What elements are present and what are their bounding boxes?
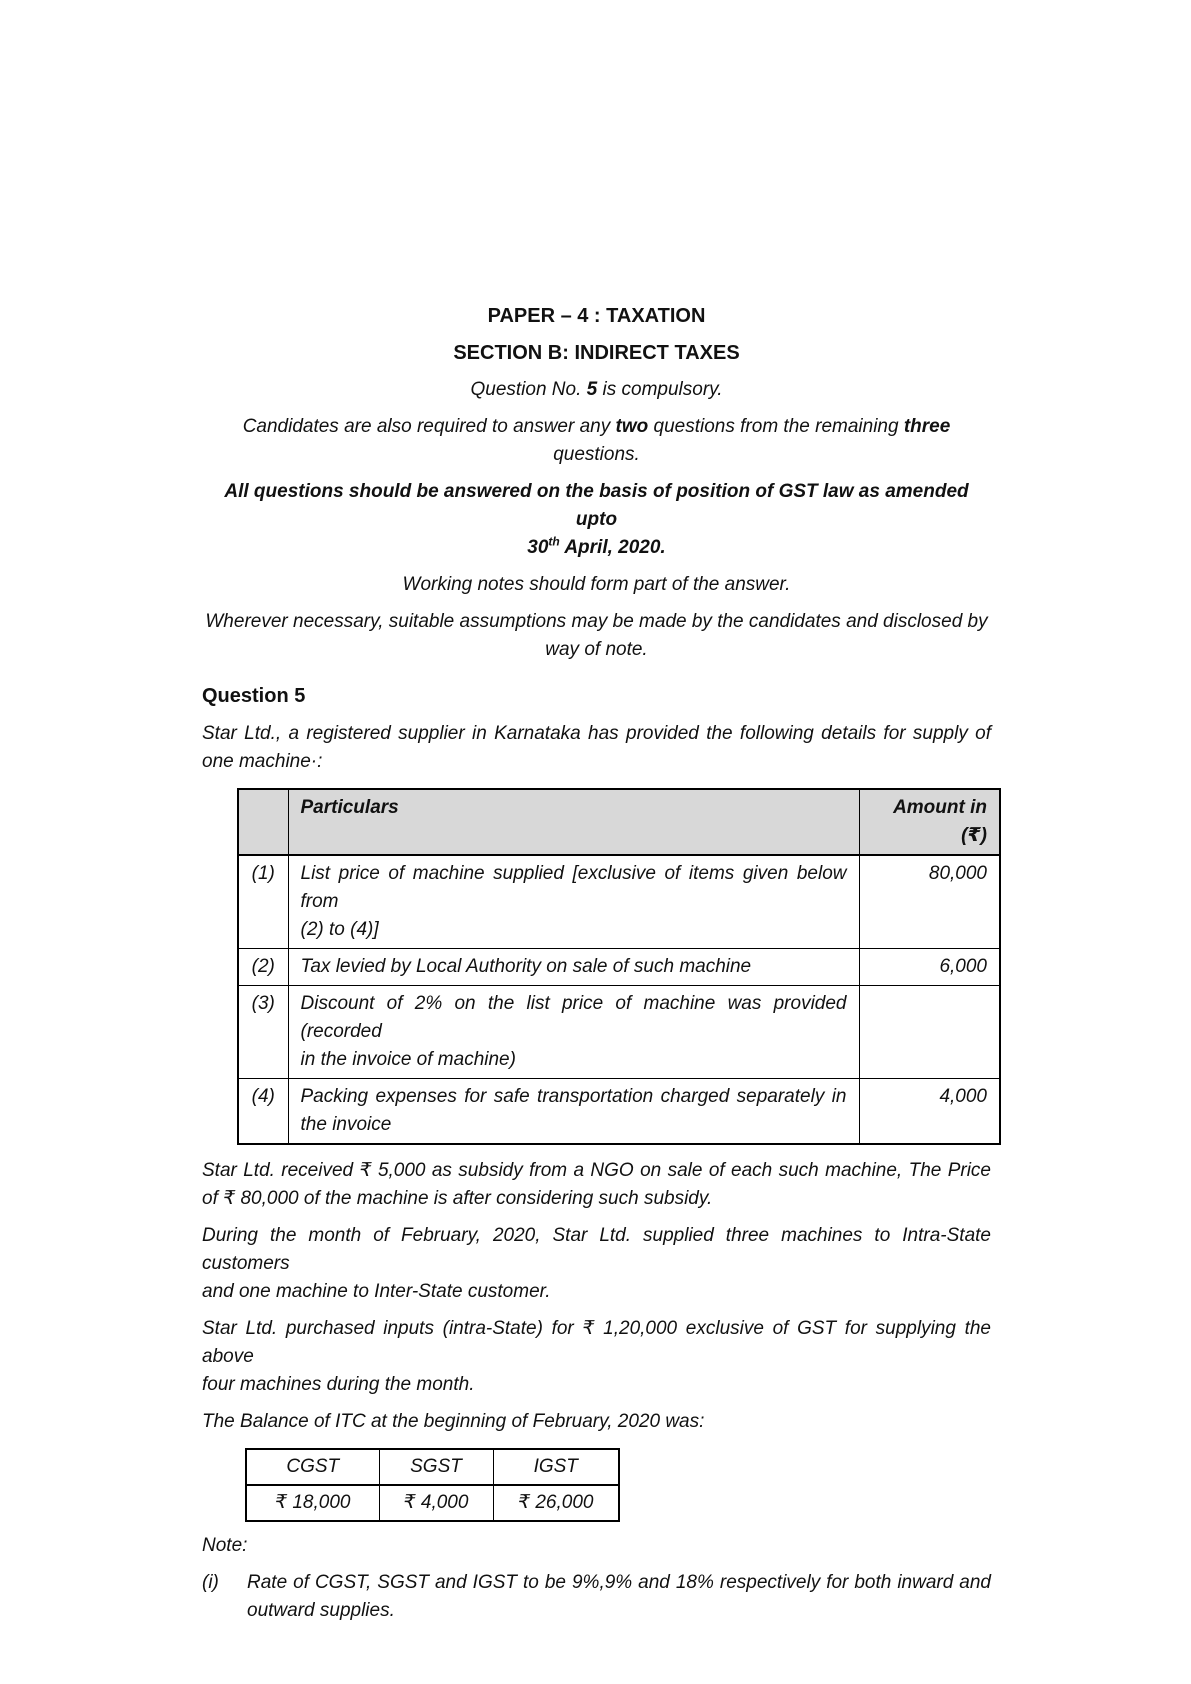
paragraph-line: Star Ltd. received ₹ 5,000 as subsidy from a NGO on sale of each such machine, The Price	[202, 1160, 991, 1181]
column-header-serial	[238, 789, 288, 855]
instruction-bold-word: three	[903, 416, 951, 437]
row-particulars	[288, 855, 859, 949]
instruction-text: questions from the remaining	[648, 416, 904, 437]
row-amount	[859, 986, 1000, 1079]
row-amount: 80,000	[859, 855, 1000, 949]
instruction-text: April, 2020.	[559, 537, 666, 558]
row-serial: (3)	[238, 986, 288, 1079]
instruction-candidates	[202, 413, 991, 469]
note-item-marker: (i)	[202, 1572, 219, 1593]
instruction-compulsory	[202, 376, 991, 404]
itc-values-row	[246, 1485, 619, 1521]
cell-line: Packing expenses for safe transportation charged separately in	[300, 1086, 847, 1107]
table-row-3	[238, 986, 1000, 1079]
instruction-text: Wherever necessary, suitable assumptions may be made by the candidates and disclosed by	[205, 611, 988, 632]
instruction-text: Question No.	[470, 379, 587, 400]
cell-line: List price of machine supplied [exclusive of items given below from	[300, 863, 847, 912]
column-header-particulars: Particulars	[288, 789, 859, 855]
rupee-symbol-header: (₹)	[961, 825, 987, 846]
itc-header-igst: IGST	[493, 1449, 619, 1485]
itc-balance-table	[245, 1448, 620, 1522]
table-header-row	[238, 789, 1000, 855]
row-amount: 6,000	[859, 949, 1000, 986]
row-particulars	[288, 986, 859, 1079]
paragraph-supplies	[202, 1222, 991, 1306]
instruction-text: 30	[527, 537, 549, 558]
instruction-assumptions	[202, 608, 991, 664]
instruction-text: questions.	[553, 444, 640, 465]
table-header	[238, 789, 1000, 855]
question-heading: Question 5	[202, 685, 306, 707]
cell-line: Discount of 2% on the list price of machine was provided (recorded	[300, 993, 847, 1042]
supply-details-table	[237, 788, 1001, 1145]
row-serial: (2)	[238, 949, 288, 986]
itc-table-body	[246, 1485, 619, 1521]
itc-header-sgst: SGST	[379, 1449, 493, 1485]
column-header-amount	[859, 789, 1000, 855]
row-particulars	[288, 1079, 859, 1145]
table-row-4	[238, 1079, 1000, 1145]
itc-value-cgst: ₹ 18,000	[246, 1485, 379, 1521]
itc-value-igst: ₹ 26,000	[493, 1485, 619, 1521]
paragraph-subsidy	[202, 1157, 991, 1213]
cell-line: (2) to (4)]	[300, 919, 379, 940]
table-row-2	[238, 949, 1000, 986]
instruction-bold-number: 5	[586, 379, 598, 400]
paragraph-line: Star Ltd., a registered supplier in Karnataka has provided the following details for supply of	[202, 723, 991, 744]
paper-title: PAPER – 4 : TAXATION	[487, 305, 706, 327]
instruction-working-notes: Working notes should form part of the answer.	[402, 574, 791, 595]
instruction-text: Candidates are also required to answer any	[242, 416, 616, 437]
row-amount: 4,000	[859, 1079, 1000, 1145]
instruction-gst-law	[202, 478, 991, 562]
instruction-text: is compulsory.	[597, 379, 723, 400]
paragraph-line: and one machine to Inter-State customer.	[202, 1281, 551, 1302]
paragraph-line: outward supplies.	[247, 1600, 395, 1621]
question-intro	[202, 720, 991, 776]
paragraph-line: Star Ltd. purchased inputs (intra-State) for ₹ 1,20,000 exclusive of GST for supplying the above	[202, 1318, 991, 1367]
ordinal-suffix: th	[548, 534, 560, 549]
note-item-text	[247, 1569, 991, 1625]
paragraph-line: of ₹ 80,000 of the machine is after considering such subsidy.	[202, 1188, 713, 1209]
paragraph-line: During the month of February, 2020, Star Ltd. supplied three machines to Intra-State customers	[202, 1225, 991, 1274]
section-title: SECTION B: INDIRECT TAXES	[453, 342, 740, 364]
table-row-1	[238, 855, 1000, 949]
paragraph-itc-balance: The Balance of ITC at the beginning of February, 2020 was:	[202, 1411, 705, 1432]
row-serial: (1)	[238, 855, 288, 949]
table-body	[238, 855, 1000, 1144]
cell-line: Tax levied by Local Authority on sale of such machine	[300, 956, 752, 977]
cell-line: the invoice	[300, 1114, 392, 1135]
row-particulars	[288, 949, 859, 986]
note-item-i	[202, 1569, 991, 1625]
paragraph-inputs	[202, 1315, 991, 1399]
amount-header-line: Amount in	[893, 797, 987, 818]
itc-header-row	[246, 1449, 619, 1485]
note-label: Note:	[202, 1535, 248, 1556]
paragraph-line: four machines during the month.	[202, 1374, 475, 1395]
itc-header-cgst: CGST	[246, 1449, 379, 1485]
cell-line: in the invoice of machine)	[300, 1049, 516, 1070]
instruction-bold-word: two	[615, 416, 649, 437]
paragraph-line: Rate of CGST, SGST and IGST to be 9%,9% and 18% respectively for both inward and	[247, 1572, 991, 1593]
itc-value-sgst: ₹ 4,000	[379, 1485, 493, 1521]
instruction-text: All questions should be answered on the basis of position of GST law as amended upto	[224, 481, 969, 530]
itc-table-header	[246, 1449, 619, 1485]
page-content	[202, 293, 991, 1634]
row-serial: (4)	[238, 1079, 288, 1145]
instruction-text: way of note.	[545, 639, 648, 660]
paragraph-line: one machine·:	[202, 751, 323, 772]
